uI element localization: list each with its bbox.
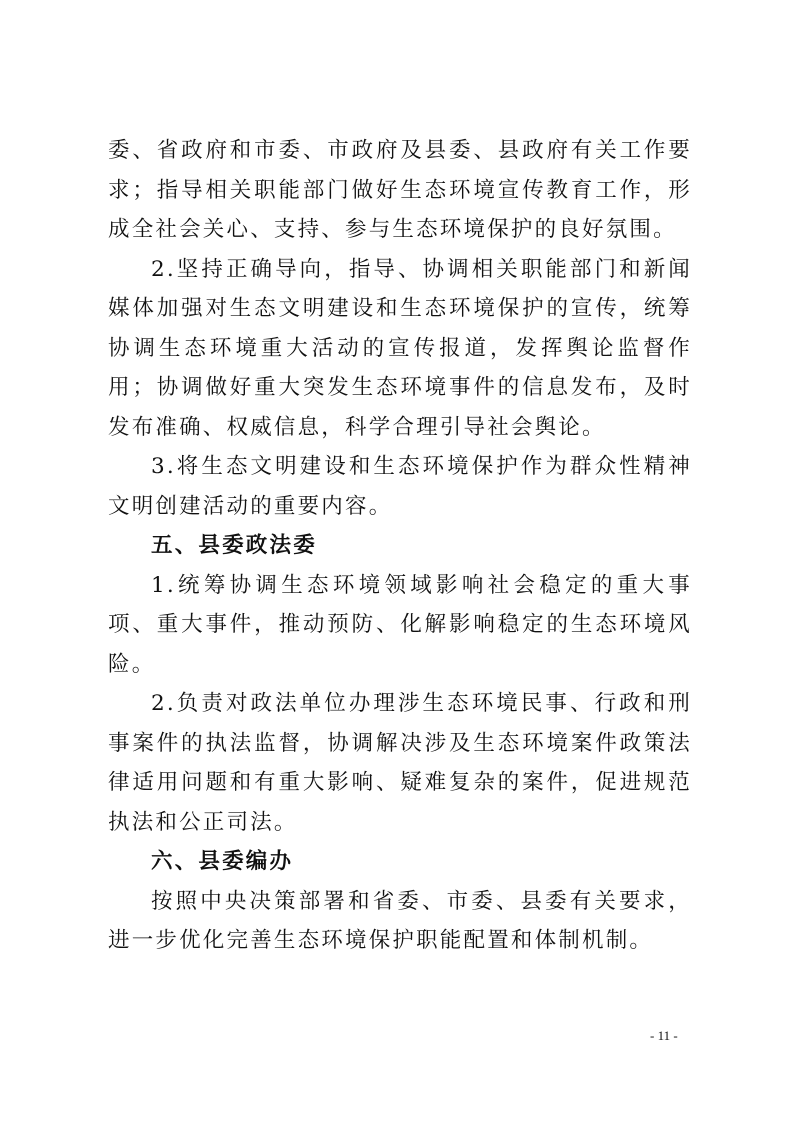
paragraph-item-3-civilization: 3.将生态文明建设和生态环境保护作为群众性精神文明创建活动的重要内容。: [108, 454, 692, 519]
paragraph-item-1-stability: 1.统筹协调生态环境领域影响社会稳定的重大事项、重大事件，推动预防、化解影响稳定的生态环境风险。: [108, 572, 692, 677]
paragraph-staffing-office: 按照中央决策部署和省委、市委、县委有关要求，进一步优化完善生态环境保护职能配置和体制机制。: [108, 888, 692, 953]
paragraph-continued: 委、省政府和市委、市政府及县委、县政府有关工作要求；指导相关职能部门做好生态环境宣传教育工作，形成全社会关心、支持、参与生态环境保护的良好氛围。: [108, 138, 692, 242]
document-body: [108, 131, 692, 961]
paragraph-item-2-guidance: 2.坚持正确导向，指导、协调相关职能部门和新闻媒体加强对生态文明建设和生态环境保护的宣传，统筹协调生态环境重大活动的宣传报道，发挥舆论监督作用；协调做好重大突发生态环境事件的信息发布，及时发布准确、权威信息，科学合理引导社会舆论。: [108, 256, 692, 440]
paragraph-item-2-supervision: 2.负责对政法单位办理涉生态环境民事、行政和刑事案件的执法监督，协调解决涉及生态环境案件政策法律适用问题和有重大影响、疑难复杂的案件，促进规范执法和公正司法。: [108, 691, 692, 835]
section-heading-five: 五、县委政法委: [151, 533, 317, 558]
page-number: - 11 -: [650, 1028, 678, 1043]
section-heading-six: 六、县委编办: [151, 849, 294, 874]
